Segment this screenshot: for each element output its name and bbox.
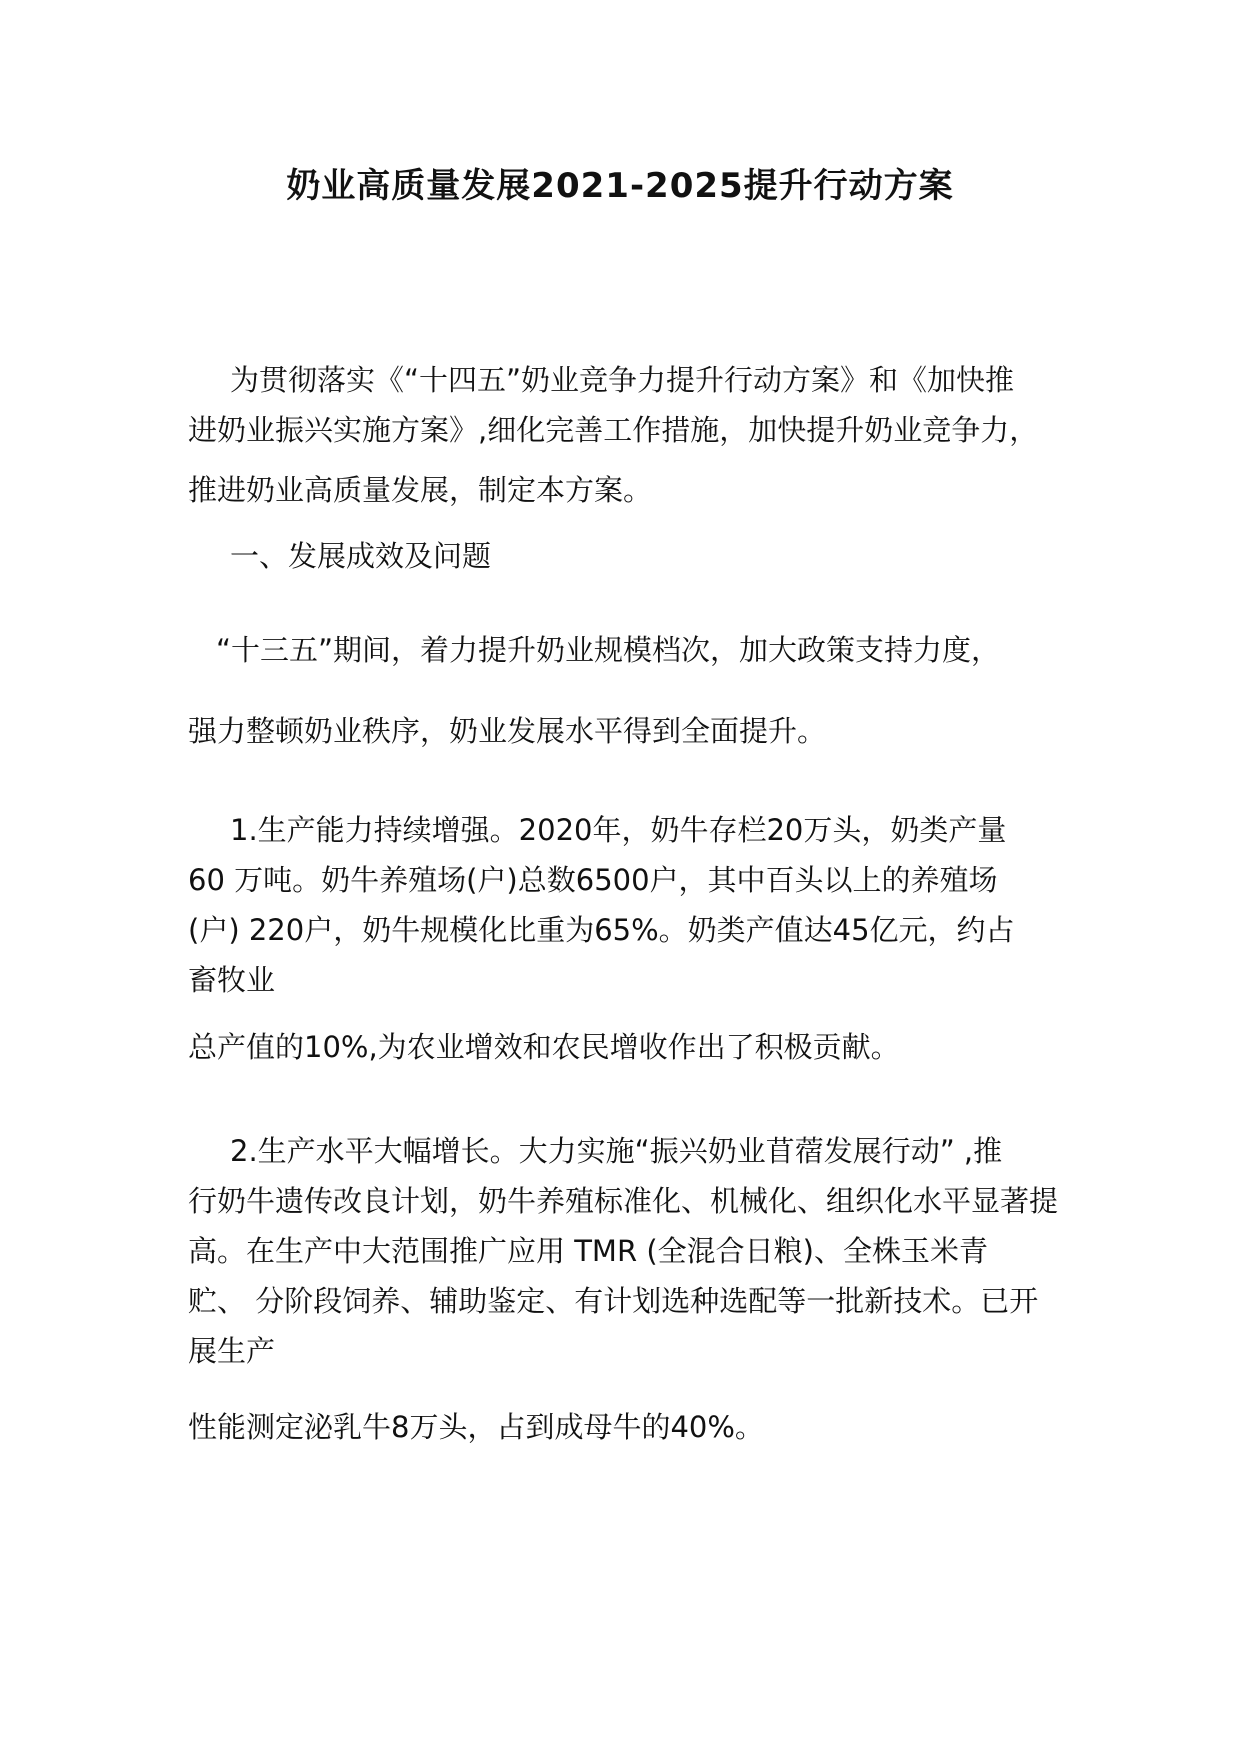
text-line: 畜牧业 xyxy=(188,963,276,997)
text-line: 进奶业振兴实施方案》,细化完善工作措施，加快提升奶业竞争力， xyxy=(188,413,1039,447)
text-line: 为贯彻落实《“十四五”奶业竞争力提升行动方案》和《加快推 xyxy=(230,363,1015,397)
item-2-paragraph xyxy=(188,1126,1068,1376)
document-title: 奶业高质量发展2021-2025提升行动方案 xyxy=(286,166,954,206)
text-line: 行奶牛遗传改良计划，奶牛养殖标准化、机械化、组织化水平显著提 xyxy=(188,1184,1059,1218)
text-line: 一、发展成效及问题 xyxy=(230,539,492,573)
text-line: 60 万吨。奶牛养殖场(户)总数6500户，其中百头以上的养殖场 xyxy=(188,863,998,897)
text-line: 推进奶业高质量发展，制定本方案。 xyxy=(188,473,653,507)
intro-paragraph xyxy=(188,355,1068,515)
text-line: 1.生产能力持续增强。2020年，奶牛存栏20万头，奶类产量 xyxy=(230,813,1007,847)
text-line: 2.生产水平大幅增长。大力实施“振兴奶业苜蓿发展行动” ,推 xyxy=(230,1134,1003,1168)
item-1-paragraph xyxy=(188,805,1068,1005)
item-2-continuation xyxy=(188,1402,1068,1452)
text-line: 贮、 分阶段饲养、辅助鉴定、有计划选种选配等一批新技术。已开 xyxy=(188,1284,1039,1318)
text-line: 强力整顿奶业秩序，奶业发展水平得到全面提升。 xyxy=(188,714,827,748)
text-line: 总产值的10%,为农业增效和农民增收作出了积极贡献。 xyxy=(188,1030,900,1064)
text-line: 高。在生产中大范围推广应用 TMR (全混合日粮)、全株玉米青 xyxy=(188,1234,988,1268)
text-line: (户) 220户，奶牛规模化比重为65%。奶类产值达45亿元，约占 xyxy=(188,913,1015,947)
text-line: 性能测定泌乳牛8万头，占到成母牛的40%。 xyxy=(188,1410,764,1444)
text-line: “十三五”期间，着力提升奶业规模档次，加大政策支持力度， xyxy=(216,633,1001,667)
section-heading xyxy=(188,531,1068,581)
section-intro-paragraph xyxy=(188,625,1068,756)
text-line: 展生产 xyxy=(188,1334,276,1368)
item-1-continuation xyxy=(188,1022,1068,1072)
